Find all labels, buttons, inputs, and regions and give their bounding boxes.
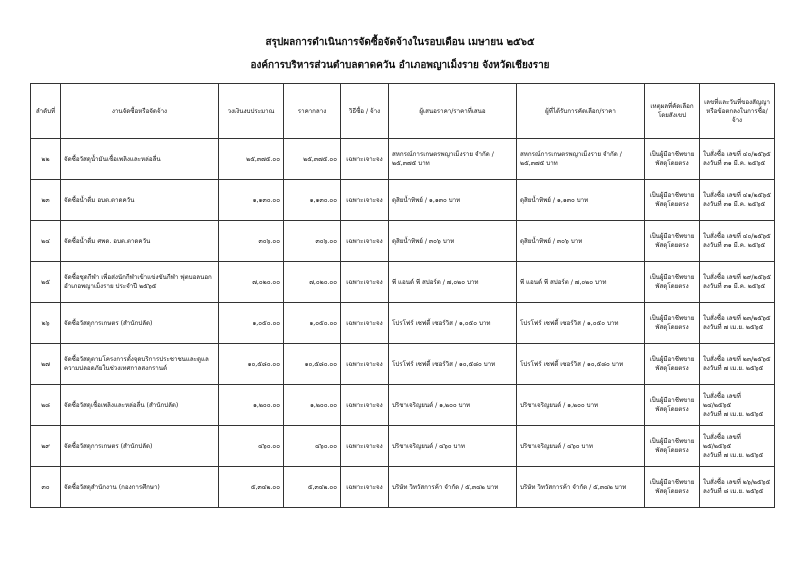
row-reason: เป็นผู้มีอาชีพขายพัสดุโดยตรง xyxy=(645,467,700,508)
row-budget: ๑,๑๓๐.๐๐ xyxy=(219,180,284,221)
row-contract xyxy=(700,385,775,426)
table-row xyxy=(31,139,775,180)
col-header-reason: เหตุผลที่คัดเลือก โดยสังเขป xyxy=(645,84,700,139)
row-reason: เป็นผู้มีอาชีพขายพัสดุโดยตรง xyxy=(645,303,700,344)
row-method: เฉพาะเจาะจง xyxy=(341,221,389,262)
row-winner: พี แอนด์ พี สปอร์ต / ๗,๐๒๐ บาท xyxy=(517,262,645,303)
row-number: ๒๗ xyxy=(31,344,61,385)
row-contract xyxy=(700,180,775,221)
row-contract xyxy=(700,221,775,262)
row-winner: ปริชาเจริญยนต์ / ๑,๒๐๐ บาท xyxy=(517,385,645,426)
row-contract xyxy=(700,262,775,303)
row-bidder: บริษัท วิทวัสการค้า จำกัด / ๕,๓๔๒ บาท xyxy=(389,467,517,508)
table-header-row xyxy=(31,84,775,139)
row-number: ๒๘ xyxy=(31,385,61,426)
row-median-price: ๑,๒๐๐.๐๐ xyxy=(284,385,341,426)
row-method: เฉพาะเจาะจง xyxy=(341,303,389,344)
row-item: จัดซื้อน้ำดื่ม ศพด. อบต.ตาดควัน xyxy=(61,221,219,262)
row-contract xyxy=(700,426,775,467)
row-bidder: ปริชาเจริญยนต์ / ๑,๒๐๐ บาท xyxy=(389,385,517,426)
row-winner: ปริชาเจริญยนต์ / ๔๖๐ บาท xyxy=(517,426,645,467)
contract-date: ลงวันที่ ๗ เม.ย. ๒๕๖๕ xyxy=(703,410,764,418)
contract-number: ใบสั่งซื้อ เลขที่ ๒๖/๒๕๖๕ xyxy=(703,479,771,486)
row-budget: ๓๐๖.๐๐ xyxy=(219,221,284,262)
table-row xyxy=(31,180,775,221)
contract-number: ใบสั่งซื้อ เลขที่ ๒๕/๒๕๖๕ xyxy=(703,433,741,450)
contract-date: ลงวันที่ ๗ เม.ย. ๒๕๖๕ xyxy=(703,365,764,372)
contract-number: ใบสั่งซื้อ เลขที่ ๒๔/๒๕๖๕ xyxy=(703,392,741,409)
row-bidder: พี แอนด์ พี สปอร์ต / ๗,๐๒๐ บาท xyxy=(389,262,517,303)
row-median-price: ๓๐๖.๐๐ xyxy=(284,221,341,262)
row-bidder: ดุสิยน้ำทิพย์ / ๑,๑๓๐ บาท xyxy=(389,180,517,221)
row-method: เฉพาะเจาะจง xyxy=(341,385,389,426)
table-row xyxy=(31,221,775,262)
row-item: จัดซื้อวัสดุการเกษตร (สำนักปลัด) xyxy=(61,303,219,344)
row-number: ๒๙ xyxy=(31,426,61,467)
contract-date: ลงวันที่ ๗ เม.ย. ๒๕๖๕ xyxy=(703,324,764,331)
table-row xyxy=(31,262,775,303)
contract-number: ใบสั่งซื้อ เลขที่ ๒๓/๒๕๖๕ xyxy=(703,356,771,363)
row-method: เฉพาะเจาะจง xyxy=(341,344,389,385)
contract-number: ใบสั่งซื้อ เลขที่ ๔๐/๒๕๖๕ xyxy=(703,233,771,240)
contract-date: ลงวันที่ ๓๑ มี.ค. ๒๕๖๕ xyxy=(703,242,766,249)
contract-number: ใบสั่งซื้อ เลขที่ ๔๐/๒๕๖๕ xyxy=(703,151,771,158)
row-reason: เป็นผู้มีอาชีพขายพัสดุโดยตรง xyxy=(645,221,700,262)
row-median-price: ๗,๐๒๐.๐๐ xyxy=(284,262,341,303)
row-bidder: ดุสิยน้ำทิพย์ / ๓๐๖ บาท xyxy=(389,221,517,262)
row-reason: เป็นผู้มีอาชีพขายพัสดุโดยตรง xyxy=(645,262,700,303)
row-contract xyxy=(700,303,775,344)
row-budget: ๗,๐๒๐.๐๐ xyxy=(219,262,284,303)
contract-date: ลงวันที่ ๓๑ มี.ค. ๒๕๖๕ xyxy=(703,160,766,167)
table-row xyxy=(31,467,775,508)
contract-date: ลงวันที่ ๗ เม.ย. ๒๕๖๕ xyxy=(703,451,764,459)
row-reason: เป็นผู้มีอาชีพขายพัสดุโดยตรง xyxy=(645,344,700,385)
row-bidder: ปริชาเจริญยนต์ / ๔๖๐ บาท xyxy=(389,426,517,467)
row-bidder: สหกรณ์การเกษตรพญาเม็งราย จำกัด / ๒๕,๓๗๕ บาท xyxy=(389,139,517,180)
row-number: ๒๓ xyxy=(31,180,61,221)
row-item: จัดซื้อน้ำดื่ม อบต.ตาดควัน xyxy=(61,180,219,221)
row-winner: ดุสิยน้ำทิพย์ / ๓๐๖ บาท xyxy=(517,221,645,262)
col-header-item: งานจัดซื้อหรือจัดจ้าง xyxy=(61,84,219,139)
row-item: จัดซื้อชุดกีฬา เพื่อส่งนักกีฬาเข้าแข่งขันกีฬา ฟุตบอลนอกอำเภอพญาเม็งราย ประจำปี ๒๕๖๕ xyxy=(61,262,219,303)
row-item: จัดซื้อวัสดุเชื้อเพลิงและหล่อลื่น (สำนักปลัด) xyxy=(61,385,219,426)
row-median-price: ๕,๓๔๒.๐๐ xyxy=(284,467,341,508)
row-budget: ๑,๐๕๐.๐๐ xyxy=(219,303,284,344)
procurement-table xyxy=(30,83,775,508)
contract-date: ลงวันที่ ๓๑ มี.ค. ๒๕๖๕ xyxy=(703,283,766,290)
row-budget: ๑๐,๕๘๐.๐๐ xyxy=(219,344,284,385)
row-reason: เป็นผู้มีอาชีพขายพัสดุโดยตรง xyxy=(645,139,700,180)
row-median-price: ๑๐,๕๘๐.๐๐ xyxy=(284,344,341,385)
table-row xyxy=(31,303,775,344)
row-bidder: โปรโฟร์ เซฟตี้ เซอร์วิส / ๑,๐๕๐ บาท xyxy=(389,303,517,344)
contract-date: ลงวันที่ ๓๑ มี.ค. ๒๕๖๕ xyxy=(703,201,766,208)
row-budget: ๔๖๐.๐๐ xyxy=(219,426,284,467)
row-median-price: ๔๖๐.๐๐ xyxy=(284,426,341,467)
contract-number: ใบสั่งซื้อ เลขที่ ๒๙/๒๕๖๕ xyxy=(703,274,771,281)
col-header-median-price: ราคากลาง xyxy=(284,84,341,139)
row-number: ๒๕ xyxy=(31,262,61,303)
row-budget: ๑,๒๐๐.๐๐ xyxy=(219,385,284,426)
col-header-budget: วงเงินงบประมาณ xyxy=(219,84,284,139)
row-number: ๒๖ xyxy=(31,303,61,344)
row-median-price: ๒๕,๓๗๕.๐๐ xyxy=(284,139,341,180)
row-winner: โปรโฟร์ เซฟตี้ เซอร์วิส / ๑,๐๕๐ บาท xyxy=(517,303,645,344)
row-winner: สหกรณ์การเกษตรพญาเม็งราย จำกัด / ๒๕,๓๗๕ บาท xyxy=(517,139,645,180)
document-subtitle: องค์การบริหารส่วนตำบลตาดควัน อำเภอพญาเม็งราย จังหวัดเชียงราย xyxy=(250,60,550,71)
row-item: จัดซื้อวัสดุสำนักงาน (กองการศึกษา) xyxy=(61,467,219,508)
row-median-price: ๑,๑๓๐.๐๐ xyxy=(284,180,341,221)
row-median-price: ๑,๐๕๐.๐๐ xyxy=(284,303,341,344)
table-row xyxy=(31,426,775,467)
contract-number: ใบสั่งซื้อ เลขที่ ๒๓/๒๕๖๕ xyxy=(703,315,771,322)
row-contract xyxy=(700,139,775,180)
col-header-bidders: ผู้เสนอราคา/ราคาที่เสนอ xyxy=(389,84,517,139)
row-budget: ๒๕,๓๗๕.๐๐ xyxy=(219,139,284,180)
row-reason: เป็นผู้มีอาชีพขายพัสดุโดยตรง xyxy=(645,180,700,221)
contract-date: ลงวันที่ ๘ เม.ย. ๒๕๖๕ xyxy=(703,488,764,495)
row-contract xyxy=(700,467,775,508)
row-reason: เป็นผู้มีอาชีพขายพัสดุโดยตรง xyxy=(645,426,700,467)
row-reason: เป็นผู้มีอาชีพขายพัสดุโดยตรง xyxy=(645,385,700,426)
contract-number: ใบสั่งซื้อ เลขที่ ๔๑/๒๕๖๕ xyxy=(703,192,771,199)
document-title: สรุปผลการดำเนินการจัดซื้อจัดจ้างในรอบเดือน เมษายน ๒๕๖๕ xyxy=(265,37,535,48)
row-bidder: โปรโฟร์ เซฟตี้ เซอร์วิส / ๑๐,๕๘๐ บาท xyxy=(389,344,517,385)
table-row xyxy=(31,344,775,385)
row-number: ๓๐ xyxy=(31,467,61,508)
row-item: จัดซื้อวัสดุการเกษตร (สำนักปลัด) xyxy=(61,426,219,467)
row-method: เฉพาะเจาะจง xyxy=(341,426,389,467)
row-number: ๒๒ xyxy=(31,139,61,180)
row-winner: ดุสิยน้ำทิพย์ / ๑,๑๓๐ บาท xyxy=(517,180,645,221)
row-budget: ๕,๓๔๒.๐๐ xyxy=(219,467,284,508)
row-winner: บริษัท วิทวัสการค้า จำกัด / ๕,๓๔๒ บาท xyxy=(517,467,645,508)
col-header-no: ลำดับที่ xyxy=(31,84,61,139)
col-header-method: วิธีซื้อ / จ้าง xyxy=(341,84,389,139)
row-winner: โปรโฟร์ เซฟตี้ เซอร์วิส / ๑๐,๕๘๐ บาท xyxy=(517,344,645,385)
row-method: เฉพาะเจาะจง xyxy=(341,180,389,221)
row-method: เฉพาะเจาะจง xyxy=(341,467,389,508)
col-header-contract: เลขที่และวันที่ของสัญญา หรือข้อตกลงในการซื้อ/จ้าง xyxy=(700,84,775,139)
table-row xyxy=(31,385,775,426)
row-item: จัดซื้อวัสดุตามโครงการตั้งจุดบริการประชาชนและดูแลความปลอดภัยในช่วงเทศกาลสงกรานต์ xyxy=(61,344,219,385)
row-method: เฉพาะเจาะจง xyxy=(341,262,389,303)
col-header-winner: ผู้ที่ได้รับการคัดเลือก/ราคา xyxy=(517,84,645,139)
row-number: ๒๔ xyxy=(31,221,61,262)
row-contract xyxy=(700,344,775,385)
row-item: จัดซื้อวัสดุน้ำมันเชื้อเพลิงและหล่อลื่น xyxy=(61,139,219,180)
row-method: เฉพาะเจาะจง xyxy=(341,139,389,180)
